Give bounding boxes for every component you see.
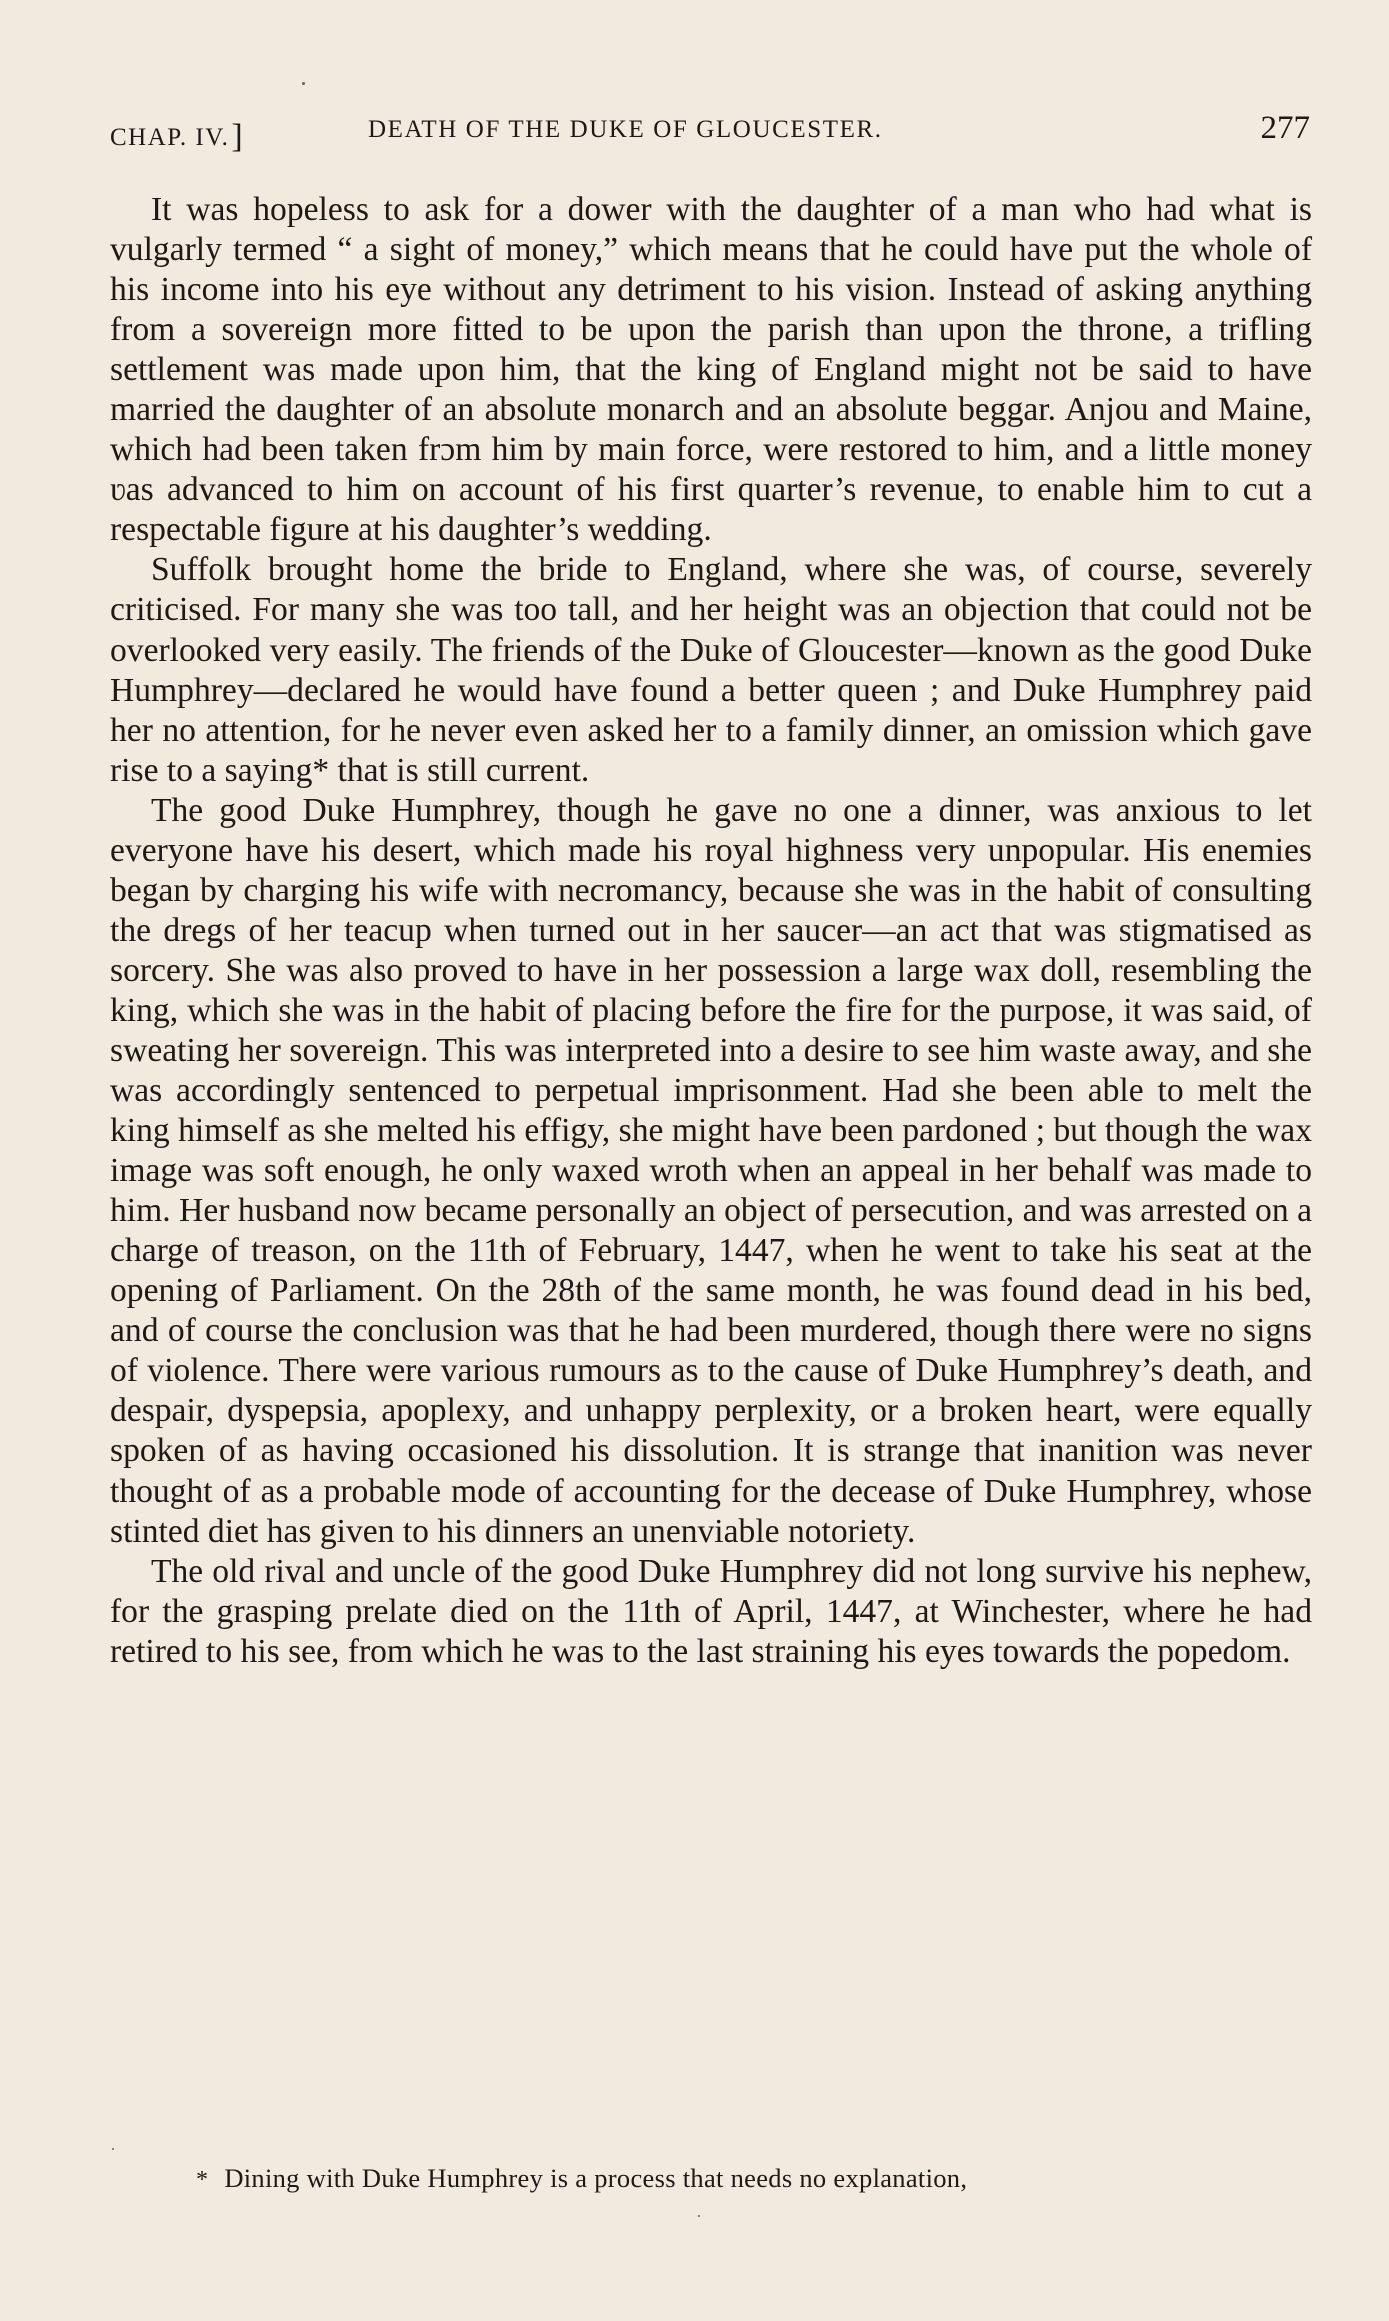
paragraph-4: The old rival and uncle of the good Duke Humphrey did not long survive his nephew, for the grasping prelate died on the 11th of April, 1447, at Winchester, where he had retired to his see, from which he was to the last straining his eyes towards the popedom. [110,1552,1312,1670]
paper-speck [112,2148,114,2150]
footnote-marker: * [196,2167,209,2193]
page-number: 277 [1260,110,1310,146]
footnote [196,2163,967,2194]
paper-speck [698,2215,700,2217]
chapter-label [110,116,244,154]
chapter-label-text: CHAP. IV. [110,124,230,151]
paragraph-1: It was hopeless to ask for a dower with the daughter of a man who had what is vulgarly termed “ a sight of money,” which means that he could have put the whole of his income into his eye without any detriment to his vision. Instead of asking anything from a sovereign more fitted to be upon the parish than upon the throne, a trifling settlement was made upon him, that the king of England might not be said to have married the daughter of an absolute monarch and an absolute beggar. Anjou and Maine, which had been taken frɔm him by main force, were restored to him, and a little money ʋas advanced to him on account of his first quarter’s revenue, to enable him to cut a respectable figure at his daughter’s wedding. [110,191,1312,549]
footnote-text: Dining with Duke Humphrey is a process that needs no explanation, [224,2163,968,2193]
running-header [110,110,1310,160]
paragraph-2: Suffolk brought home the bride to England, where she was, of course, severely criticised. For many she was too tall, and her height was an objection that could not be overlooked very easily. The friends of the Duke of Gloucester—known as the good Duke Humphrey—declared he would have found a better queen ; and Duke Humphrey paid her no attention, for he never even asked her to a family dinner, an omission which gave rise to a saying* that is still current. [110,551,1312,789]
paragraph-3: The good Duke Humphrey, though he gave no one a dinner, was anxious to let everyone have his desert, which made his royal highness very unpopular. His enemies began by charging his wife with necromancy, because she was in the habit of consulting the dregs of her teacup when turned out in her saucer—an act that was stigmatised as sorcery. She was also proved to have in her possession a large wax doll, resembling the king, which she was in the habit of placing before the fire for the purpose, it was said, of sweating her sovereign. This was interpreted into a desire to see him waste away, and she was accordingly sentenced to perpetual imprisonment. Had she been able to melt the king himself as she melted his effigy, she might have been pardoned ; but though the wax image was soft enough, he only waxed wroth when an appeal in her behalf was made to him. Her husband now became personally an object of persecution, and was arrested on a charge of treason, on the 11th of February, 1447, when he went to take his seat at the opening of Parliament. On the 28th of the same month, he was found dead in his bed, and of course the conclusion was that he had been murdered, though there were no signs of violence. There were various rumours as to the cause of Duke Humphrey’s death, and despair, dyspepsia, apoplexy, and unhappy perplexity, or a broken heart, were equally spoken of as having occasioned his dissolution. It is strange that inanition was never thought of as a probable mode of accounting for the decease of Duke Humphrey, whose stinted diet has given to his dinners an unenviable notoriety. [110,791,1312,1550]
header-bracket: ] [231,118,245,155]
chapter-title: DEATH OF THE DUKE OF GLOUCESTER. [368,116,883,143]
body-text [110,190,1312,1672]
paper-speck [302,82,305,85]
